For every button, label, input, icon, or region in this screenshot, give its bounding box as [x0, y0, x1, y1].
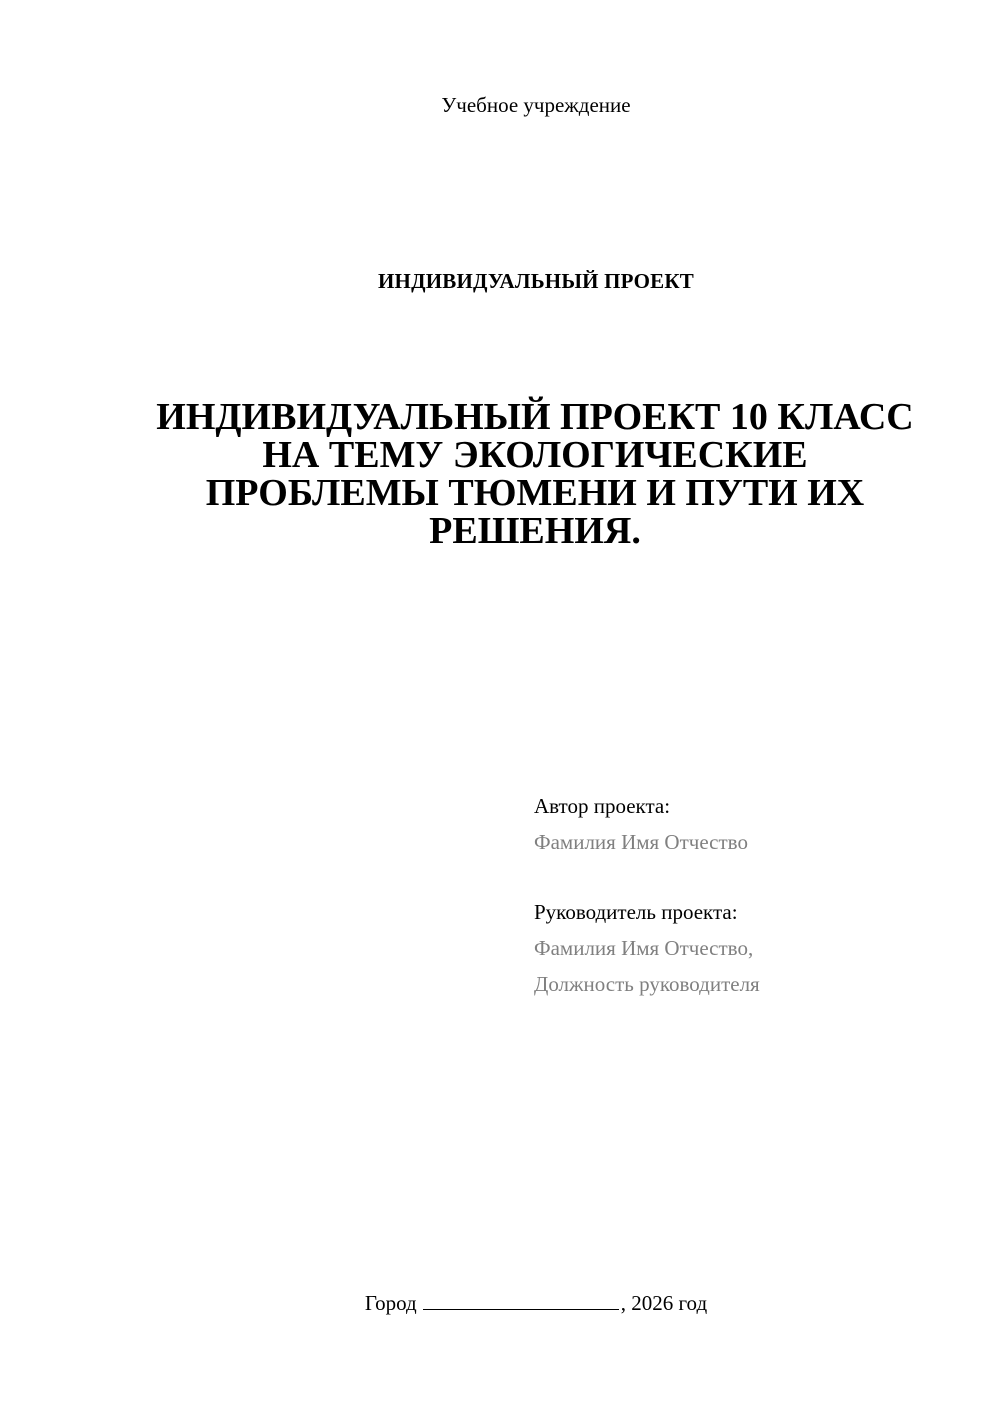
- author-name: Фамилия Имя Отчество: [534, 830, 748, 854]
- city-blank-line: [423, 1289, 619, 1310]
- supervisor-label: Руководитель проекта:: [534, 900, 738, 924]
- project-credits: [534, 788, 974, 1002]
- author-label: Автор проекта:: [534, 794, 671, 818]
- institution-name: Учебное учреждение: [441, 93, 631, 117]
- year-text: , 2026 год: [620, 1291, 708, 1315]
- project-title: [130, 398, 940, 550]
- project-title-line: ИНДИВИДУАЛЬНЫЙ ПРОЕКТ 10 КЛАСС: [156, 396, 914, 438]
- document-type: ИНДИВИДУАЛЬНЫЙ ПРОЕКТ: [378, 269, 694, 293]
- supervisor-name: Фамилия Имя Отчество,: [534, 936, 754, 960]
- city-label: Город: [364, 1291, 417, 1315]
- city-year-line: [0, 1288, 1000, 1318]
- project-title-line: РЕШЕНИЯ.: [429, 510, 641, 552]
- project-title-line: НА ТЕМУ ЭКОЛОГИЧЕСКИЕ: [262, 434, 808, 476]
- project-title-line: ПРОБЛЕМЫ ТЮМЕНИ И ПУТИ ИХ: [205, 472, 865, 514]
- credits-spacer: [534, 860, 974, 894]
- supervisor-position: Должность руководителя: [534, 972, 760, 996]
